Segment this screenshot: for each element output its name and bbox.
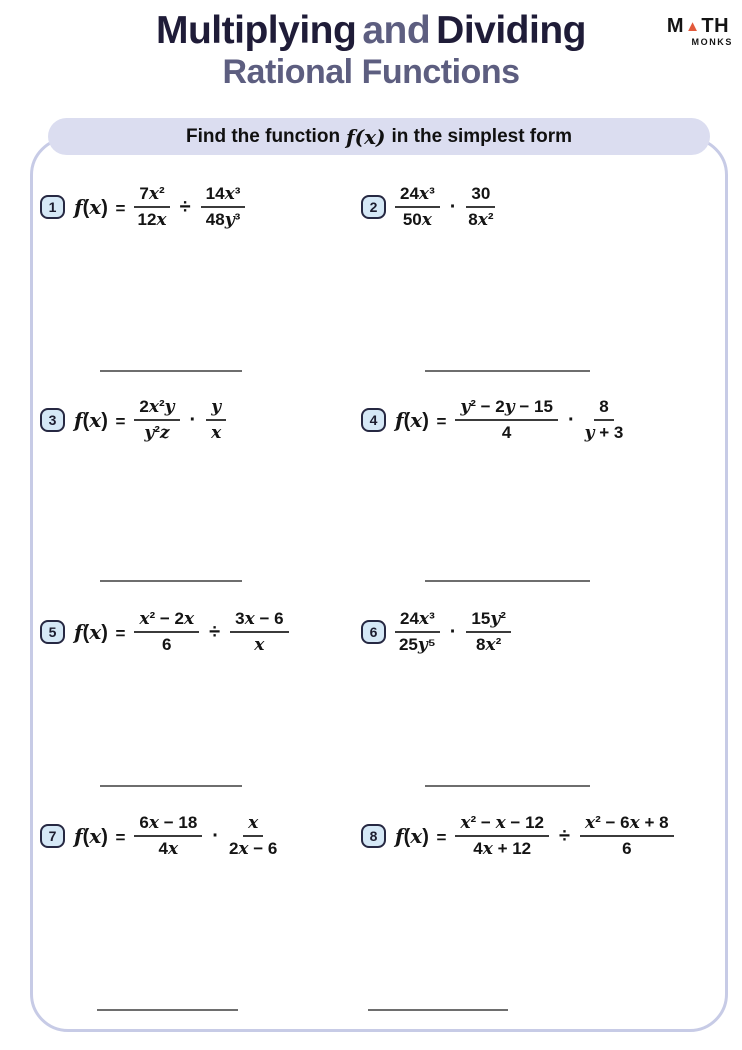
numerator: x — [243, 812, 263, 837]
answer-line-3 — [100, 580, 242, 582]
fraction — [134, 183, 169, 231]
denominator: y + 3 — [584, 423, 624, 443]
logo-letters-th: TH — [701, 15, 730, 37]
numerator: 2x²y — [134, 396, 179, 421]
fx-equals-label: f(x) = — [74, 194, 126, 219]
answer-line-5 — [100, 785, 242, 787]
problem-3 — [40, 388, 226, 452]
fraction — [230, 608, 288, 656]
problem-number-badge: 3 — [40, 408, 65, 432]
denominator: 12x — [137, 210, 167, 230]
denominator: 8x² — [476, 635, 502, 655]
numerator: y² − 2y − 15 — [455, 396, 558, 421]
problem-number-badge: 7 — [40, 824, 65, 848]
answer-line-1 — [100, 370, 242, 372]
problem-number-badge: 6 — [361, 620, 386, 644]
problem-number-badge: 5 — [40, 620, 65, 644]
instruction-text-before: Find the function — [185, 125, 341, 147]
fx-equals-label: f(x) = — [74, 823, 126, 848]
denominator: 6 — [162, 635, 172, 654]
numerator: 30 — [466, 183, 495, 208]
numerator: 3x − 6 — [230, 608, 288, 633]
fraction — [206, 396, 226, 444]
denominator: x — [254, 635, 265, 655]
numerator: 14x³ — [201, 183, 246, 208]
logo-letter-m: M — [666, 15, 685, 37]
title-word-dividing: Dividing — [436, 9, 586, 52]
page-subtitle: Rational Functions — [222, 52, 520, 91]
denominator: 48y³ — [205, 210, 241, 230]
numerator: 6x − 18 — [134, 812, 202, 837]
answer-line-6 — [425, 785, 590, 787]
answer-line-8 — [368, 1009, 508, 1011]
numerator: 8 — [594, 396, 613, 421]
fx-notation: f(x) — [346, 124, 386, 149]
denominator: 25y⁵ — [398, 635, 436, 655]
numerator: x² − 2x — [134, 608, 199, 633]
fraction — [455, 396, 558, 444]
divide-operator: ÷ — [559, 824, 570, 847]
divide-operator: ÷ — [179, 195, 191, 218]
fx-equals-label: f(x) = — [74, 407, 126, 432]
multiply-operator: · — [567, 408, 575, 431]
numerator: 7x² — [134, 183, 169, 208]
numerator: 24x³ — [395, 608, 440, 633]
divide-operator: ÷ — [209, 620, 221, 643]
denominator: 50x — [402, 210, 432, 230]
fx-equals-label: f(x) = — [74, 619, 126, 644]
answer-line-2 — [425, 370, 590, 372]
problem-number-badge: 8 — [361, 824, 386, 848]
numerator: y — [206, 396, 226, 421]
problem-1 — [40, 175, 245, 239]
fraction — [395, 183, 440, 231]
logo-triangle-icon: ▲ — [685, 17, 701, 35]
fx-equals-label: f(x) = — [395, 823, 447, 848]
denominator: 8x² — [468, 210, 494, 230]
multiply-operator: · — [189, 408, 197, 431]
instruction-text-after: in the simplest form — [391, 125, 573, 147]
denominator: y²z — [144, 423, 170, 443]
denominator: 4 — [501, 423, 512, 442]
denominator: 4x + 12 — [473, 839, 532, 859]
problem-number-badge: 1 — [40, 195, 65, 219]
logo-monks-text: MONKS — [691, 37, 733, 47]
fraction — [455, 812, 549, 860]
numerator: x² − 6x + 8 — [580, 812, 674, 837]
problem-6 — [361, 600, 511, 664]
problem-5 — [40, 600, 289, 664]
denominator: 4x — [158, 839, 179, 859]
denominator: x — [211, 423, 222, 443]
title-word-and: and — [362, 9, 431, 52]
fraction — [134, 608, 199, 656]
fraction — [580, 812, 674, 860]
denominator: 6 — [622, 839, 632, 858]
instruction-banner — [48, 118, 710, 155]
fraction — [134, 812, 202, 860]
fraction — [466, 608, 510, 656]
answer-line-4 — [425, 580, 590, 582]
problem-2 — [361, 175, 495, 239]
multiply-operator: · — [449, 195, 457, 218]
denominator: 2x − 6 — [228, 839, 278, 859]
multiply-operator: · — [212, 824, 219, 847]
problem-4 — [361, 388, 623, 452]
fraction — [395, 608, 440, 656]
problem-7 — [40, 804, 277, 868]
title-word-multiplying: Multiplying — [156, 9, 357, 52]
numerator: 15y² — [466, 608, 510, 633]
fraction — [134, 396, 179, 444]
answer-line-7 — [97, 1009, 238, 1011]
numerator: x² − x − 12 — [455, 812, 549, 837]
fraction — [466, 183, 495, 231]
problem-number-badge: 2 — [361, 195, 386, 219]
problem-8 — [361, 804, 674, 868]
multiply-operator: · — [449, 620, 457, 643]
problem-number-badge: 4 — [361, 408, 386, 432]
fraction — [585, 396, 624, 444]
fraction — [201, 183, 246, 231]
fraction — [229, 812, 277, 860]
numerator: 24x³ — [395, 183, 440, 208]
fx-equals-label: f(x) = — [395, 407, 447, 432]
